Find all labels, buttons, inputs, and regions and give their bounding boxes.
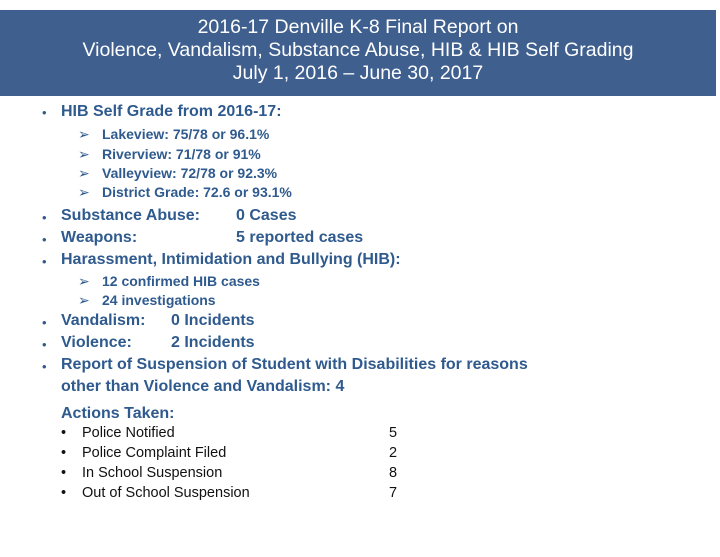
title-line-2: Violence, Vandalism, Substance Abuse, HIB & HIB Self Grading: [82, 39, 634, 61]
bullet-icon: •: [61, 465, 67, 481]
suspension-report-line-1: Report of Suspension of Student with Disabilities for reasons: [61, 356, 528, 373]
suspension-report-line-2: other than Violence and Vandalism: 4: [61, 378, 345, 395]
substance-abuse-label: Substance Abuse:: [61, 207, 200, 224]
violence-label: Violence:: [61, 334, 132, 351]
weapons-label: Weapons:: [61, 229, 138, 246]
hib-confirmed: 12 confirmed HIB cases: [102, 273, 260, 289]
vandalism-label: Vandalism:: [61, 312, 146, 329]
arrow-bullet-icon: ➢: [78, 126, 90, 142]
grade-valleyview: Valleyview: 72/78 or 92.3%: [102, 165, 278, 181]
bullet-icon: •: [42, 210, 47, 225]
weapons-value: 5 reported cases: [236, 229, 364, 246]
substance-abuse-value: 0 Cases: [236, 207, 297, 224]
hib-self-grade-title: HIB Self Grade from 2016-17:: [61, 103, 282, 120]
grade-riverview: Riverview: 71/78 or 91%: [102, 146, 261, 162]
action-label: In School Suspension: [82, 465, 223, 481]
bullet-icon: •: [42, 359, 47, 374]
title-line-1: 2016-17 Denville K-8 Final Report on: [197, 16, 519, 38]
vandalism-value: 0 Incidents: [171, 312, 255, 329]
grade-district: District Grade: 72.6 or 93.1%: [102, 184, 292, 200]
hib-title: Harassment, Intimidation and Bullying (HIB):: [61, 251, 401, 268]
bullet-icon: •: [42, 232, 47, 247]
action-count: 5: [389, 425, 398, 441]
violence-value: 2 Incidents: [171, 334, 255, 351]
action-label: Out of School Suspension: [82, 485, 250, 501]
action-count: 2: [389, 445, 398, 461]
bullet-icon: •: [61, 485, 67, 501]
title-line-3: July 1, 2016 – June 30, 2017: [232, 62, 484, 84]
arrow-bullet-icon: ➢: [78, 292, 90, 308]
bullet-icon: •: [42, 315, 47, 330]
bullet-icon: •: [42, 254, 47, 269]
hib-investigations: 24 investigations: [102, 292, 216, 308]
arrow-bullet-icon: ➢: [78, 165, 90, 181]
bullet-icon: •: [42, 337, 47, 352]
action-count: 7: [389, 485, 398, 501]
bullet-icon: •: [61, 425, 67, 441]
action-label: Police Complaint Filed: [82, 445, 227, 461]
arrow-bullet-icon: ➢: [78, 146, 90, 162]
action-count: 8: [389, 465, 398, 481]
bullet-icon: •: [61, 445, 67, 461]
bullet-icon: •: [42, 105, 47, 120]
arrow-bullet-icon: ➢: [78, 273, 90, 289]
action-label: Police Notified: [82, 425, 175, 441]
arrow-bullet-icon: ➢: [78, 184, 90, 200]
grade-lakeview: Lakeview: 75/78 or 96.1%: [102, 126, 270, 142]
actions-taken-title: Actions Taken:: [61, 405, 175, 422]
